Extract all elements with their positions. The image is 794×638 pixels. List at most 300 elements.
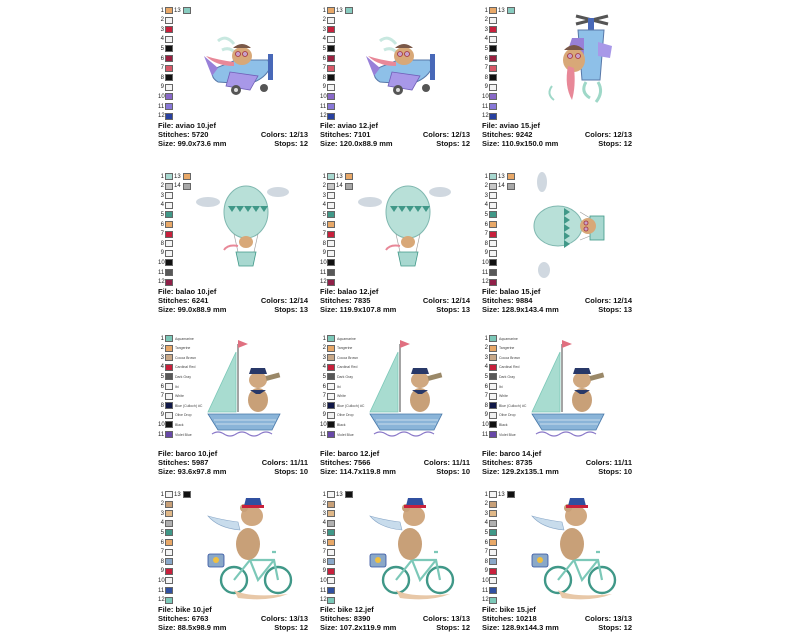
color-index: 8 [160,74,164,81]
color-index: 10 [482,577,489,584]
embroidery-preview [340,6,460,116]
color-swatch [489,240,497,247]
color-swatch [489,259,497,266]
color-swatch [489,412,497,419]
stitches-label: Stitches: [320,130,352,139]
palette-row [320,500,335,509]
size-line [158,623,226,632]
stops-value: 12 [299,139,308,148]
embroidery-preview [178,172,298,282]
color-index: 10 [158,577,165,584]
color-swatch [489,65,497,72]
color-name: Blue (Culloch) #C [499,403,527,408]
stops-label: Stops: [274,623,298,632]
design-card[interactable] [158,490,318,638]
color-index: 7 [484,549,488,556]
palette-row [320,576,335,585]
palette-row [482,258,497,267]
color-swatch [327,26,335,33]
color-name: White [499,394,508,399]
palette-row [158,249,173,258]
stops-value: 12 [299,623,308,632]
color-index: 6 [160,55,164,62]
color-index: 11 [482,431,489,438]
palette-row [482,92,497,101]
palette-row [320,25,335,34]
palette-row [158,278,173,287]
color-index: 6 [160,221,164,228]
stitches-label: Stitches: [320,296,352,305]
color-swatch [489,250,497,257]
design-card[interactable] [320,172,480,320]
color-swatch [165,335,173,342]
file-line [158,287,216,296]
size-value: 93.6x97.8 mm [177,467,227,476]
stitches-line [320,130,370,139]
design-card[interactable] [320,334,480,482]
palette-row [158,25,173,34]
stitches-label: Stitches: [482,614,514,623]
color-name: Aquamarine [175,336,194,341]
color-name: Cardinal Red [499,365,520,370]
palette-row [158,191,173,200]
file-value: aviao 15.jef [499,121,540,130]
color-index: 11 [320,587,327,594]
file-label: File: [482,605,498,614]
palette-row [482,102,497,111]
color-index: 3 [484,26,488,33]
embroidery-preview [502,172,622,282]
size-label: Size: [158,467,176,476]
color-index: 1 [484,335,488,342]
palette-row [482,83,497,92]
palette-row [320,102,335,111]
file-value: aviao 12.jef [337,121,378,130]
embroidery-preview [502,334,622,444]
color-swatch [489,269,497,276]
color-index: 5 [484,529,488,536]
stitches-value: 10218 [515,614,537,623]
stitches-line [158,296,208,305]
palette-row [482,548,497,557]
color-swatch [327,539,335,546]
color-name: Tangerine [337,346,353,351]
color-index: 9 [322,412,326,419]
color-name: Cocoa Brown [499,355,521,360]
embroidery-preview [178,490,298,600]
colors-label: Colors: [422,130,450,139]
file-value: barco 14.jef [499,449,542,458]
stops-value: 12 [461,139,470,148]
size-label: Size: [320,305,338,314]
color-swatch [165,17,173,24]
color-swatch [327,240,335,247]
palette-row [320,528,335,537]
color-index: 1 [484,173,488,180]
color-swatch [165,192,173,199]
size-value: 99.0x73.6 mm [177,139,227,148]
stops-line [598,305,632,314]
color-name: Tangerine [175,346,191,351]
color-index: 7 [160,231,164,238]
palette-row [320,548,335,557]
color-index: 12 [158,113,165,120]
color-index: 3 [484,510,488,517]
design-card[interactable] [482,172,642,320]
color-index: 8 [322,402,326,409]
file-line [482,449,541,458]
color-swatch [165,558,173,565]
color-index: 7 [160,549,164,556]
color-swatch [489,421,497,428]
palette-row [158,201,173,210]
colors-value: 12/13 [613,130,632,139]
size-label: Size: [482,467,500,476]
color-index: 5 [322,211,326,218]
stitches-line [482,614,537,623]
color-index: 12 [158,279,165,286]
color-index: 7 [484,393,488,400]
palette-row [320,258,335,267]
color-index: 12 [320,113,327,120]
palette-row [158,382,179,391]
size-label: Size: [482,139,500,148]
color-swatch [489,529,497,536]
palette-row [320,268,335,277]
stitches-label: Stitches: [482,130,514,139]
stops-line [274,139,308,148]
colors-line [423,614,470,623]
color-name: Violet Blue [337,432,354,437]
stitches-value: 8390 [353,614,371,623]
design-card[interactable] [158,172,318,320]
size-line [158,139,226,148]
color-swatch [165,84,173,91]
color-index: 10 [320,259,327,266]
color-name: Black [175,422,184,427]
size-label: Size: [320,139,338,148]
file-label: File: [482,287,498,296]
file-label: File: [482,449,498,458]
palette-row [158,73,173,82]
design-card[interactable] [482,490,642,638]
color-index: 13 [498,7,505,14]
color-swatch [327,345,335,352]
palette-row [482,25,497,34]
color-index: 1 [160,7,164,14]
colors-line [261,130,308,139]
color-index: 1 [160,491,164,498]
color-swatch [489,279,497,286]
size-value: 88.5x98.9 mm [177,623,227,632]
color-swatch [489,568,497,575]
color-swatch [489,383,497,390]
palette-row [320,382,341,391]
palette-row [320,191,335,200]
file-line [320,121,378,130]
color-swatch [327,354,335,361]
colors-value: 11/11 [614,458,632,467]
colors-label: Colors: [584,296,612,305]
color-swatch [489,17,497,24]
color-swatch [165,597,173,604]
color-swatch [165,402,173,409]
color-swatch [327,192,335,199]
design-card[interactable] [158,334,318,482]
color-index: 3 [484,192,488,199]
color-name: Cocoa Brown [337,355,359,360]
palette-row [320,210,335,219]
color-index: 9 [484,250,488,257]
colors-value: 12/14 [613,296,632,305]
colors-label: Colors: [260,296,288,305]
palette-row [482,538,497,547]
color-index: 10 [320,93,327,100]
color-index: 6 [322,221,326,228]
color-index: 11 [158,103,165,110]
color-name: Cardinal Red [337,365,358,370]
stitches-value: 7835 [353,296,371,305]
size-value: 119.9x107.8 mm [339,305,397,314]
color-name: Dark Gray [499,374,515,379]
palette-row [158,538,173,547]
embroidery-preview [340,334,460,444]
color-swatch [327,587,335,594]
palette-row [320,586,335,595]
color-name: Ibi [175,384,179,389]
palette-row [482,73,497,82]
design-card[interactable] [482,6,642,154]
color-index: 1 [160,173,164,180]
stitches-value: 9242 [515,130,533,139]
color-swatch [327,510,335,517]
color-index: 13 [336,7,343,14]
palette-row [158,102,173,111]
color-index: 5 [160,45,164,52]
stops-line [274,467,308,476]
color-index: 8 [484,240,488,247]
file-value: aviao 10.jef [175,121,216,130]
color-index: 9 [484,84,488,91]
palette-row [320,54,335,63]
colors-line [585,614,632,623]
color-index: 7 [322,393,326,400]
stops-value: 10 [461,467,470,476]
color-swatch [165,103,173,110]
palette-row [320,92,335,101]
color-index: 2 [322,183,326,190]
color-swatch [165,412,173,419]
file-line [320,449,379,458]
design-card[interactable] [320,6,480,154]
colors-label: Colors: [261,458,288,467]
color-index: 5 [322,373,326,380]
colors-line [585,296,632,305]
palette-row [158,83,173,92]
colors-value: 12/13 [289,130,308,139]
palette-row [320,35,335,44]
color-swatch [489,491,497,498]
size-value: 128.9x144.3 mm [501,623,559,632]
color-name: Olive Drop [175,413,192,418]
stops-line [598,623,632,632]
color-index: 6 [484,539,488,546]
stops-label: Stops: [436,467,460,476]
stitches-value: 7566 [353,458,371,467]
stops-value: 12 [623,623,632,632]
palette-row [482,528,497,537]
color-swatch [489,202,497,209]
color-index: 10 [482,93,489,100]
color-index: 10 [158,93,165,100]
size-label: Size: [320,467,338,476]
color-name: Black [337,422,346,427]
palette-row [158,567,173,576]
file-label: File: [158,605,174,614]
color-swatch [165,520,173,527]
palette-row [320,230,335,239]
color-index: 4 [160,36,164,43]
color-index: 3 [160,510,164,517]
color-index: 10 [158,421,165,428]
stops-value: 10 [623,467,632,476]
color-name: White [337,394,346,399]
color-index: 5 [484,45,488,52]
color-index: 2 [160,345,164,352]
color-swatch [327,529,335,536]
color-name: Olive Drop [499,413,516,418]
palette-row [158,586,173,595]
stops-line [436,139,470,148]
color-swatch [489,192,497,199]
palette-row [158,16,173,25]
color-index: 13 [174,491,181,498]
color-swatch [165,549,173,556]
color-swatch [327,17,335,24]
palette-row [482,567,497,576]
color-index: 9 [160,568,164,575]
stops-value: 12 [623,139,632,148]
embroidery-preview [340,172,460,282]
palette-row [482,576,497,585]
palette-row [158,519,173,528]
color-swatch [165,259,173,266]
stitches-line [158,130,208,139]
color-index: 6 [484,55,488,62]
palette-row [482,382,503,391]
color-swatch [327,250,335,257]
color-swatch [165,431,173,438]
stitches-value: 9884 [515,296,533,305]
color-index: 11 [482,103,489,110]
color-index: 12 [482,113,489,120]
colors-label: Colors: [423,458,450,467]
color-swatch [489,539,497,546]
color-index: 4 [160,202,164,209]
palette-row [158,230,173,239]
color-index: 3 [322,26,326,33]
design-card[interactable] [158,6,318,154]
color-swatch [327,393,335,400]
color-swatch [165,36,173,43]
stitches-value: 6241 [191,296,209,305]
file-value: bike 10.jef [175,605,212,614]
file-line [320,287,378,296]
color-swatch [165,211,173,218]
color-index: 8 [484,74,488,81]
color-index: 5 [322,529,326,536]
design-card[interactable] [482,334,642,482]
color-index: 4 [322,36,326,43]
palette-row [158,528,173,537]
color-swatch [489,597,497,604]
color-index: 12 [482,597,489,604]
color-swatch [327,402,335,409]
color-swatch [489,335,497,342]
stops-label: Stops: [598,139,622,148]
size-value: 120.0x88.9 mm [339,139,393,148]
color-index: 11 [482,587,489,594]
color-swatch [327,231,335,238]
palette-row [158,576,173,585]
palette-row [482,64,497,73]
color-swatch [165,393,173,400]
colors-value: 12/14 [289,296,308,305]
palette-row [158,268,173,277]
color-index: 1 [322,335,326,342]
colors-line [585,130,632,139]
palette-row [482,278,497,287]
palette-row [320,44,335,53]
color-swatch [327,577,335,584]
file-line [158,605,212,614]
color-swatch [327,364,335,371]
color-index: 11 [158,269,165,276]
size-value: 128.9x143.4 mm [501,305,559,314]
color-index: 5 [160,211,164,218]
color-swatch [165,7,173,14]
palette-row [320,538,335,547]
color-name: Dark Gray [175,374,191,379]
colors-label: Colors: [260,614,288,623]
color-swatch [327,520,335,527]
color-swatch [165,539,173,546]
color-swatch [327,221,335,228]
colors-value: 11/11 [452,458,470,467]
palette-row [482,54,497,63]
stitches-label: Stitches: [482,458,514,467]
embroidery-preview [178,334,298,444]
stitches-line [158,458,208,467]
palette-row [158,44,173,53]
palette-row [482,191,497,200]
colors-line [423,130,470,139]
color-swatch [327,558,335,565]
palette-row [320,596,335,605]
color-index: 13 [498,491,505,498]
palette-row [320,201,335,210]
embroidery-preview [502,6,622,116]
color-index: 2 [484,17,488,24]
color-name: Black [499,422,508,427]
color-index: 13 [174,173,181,180]
color-swatch [327,103,335,110]
color-index: 13 [174,7,181,14]
palette-row [158,35,173,44]
file-line [482,605,536,614]
design-card[interactable] [320,490,480,638]
color-swatch [489,431,497,438]
